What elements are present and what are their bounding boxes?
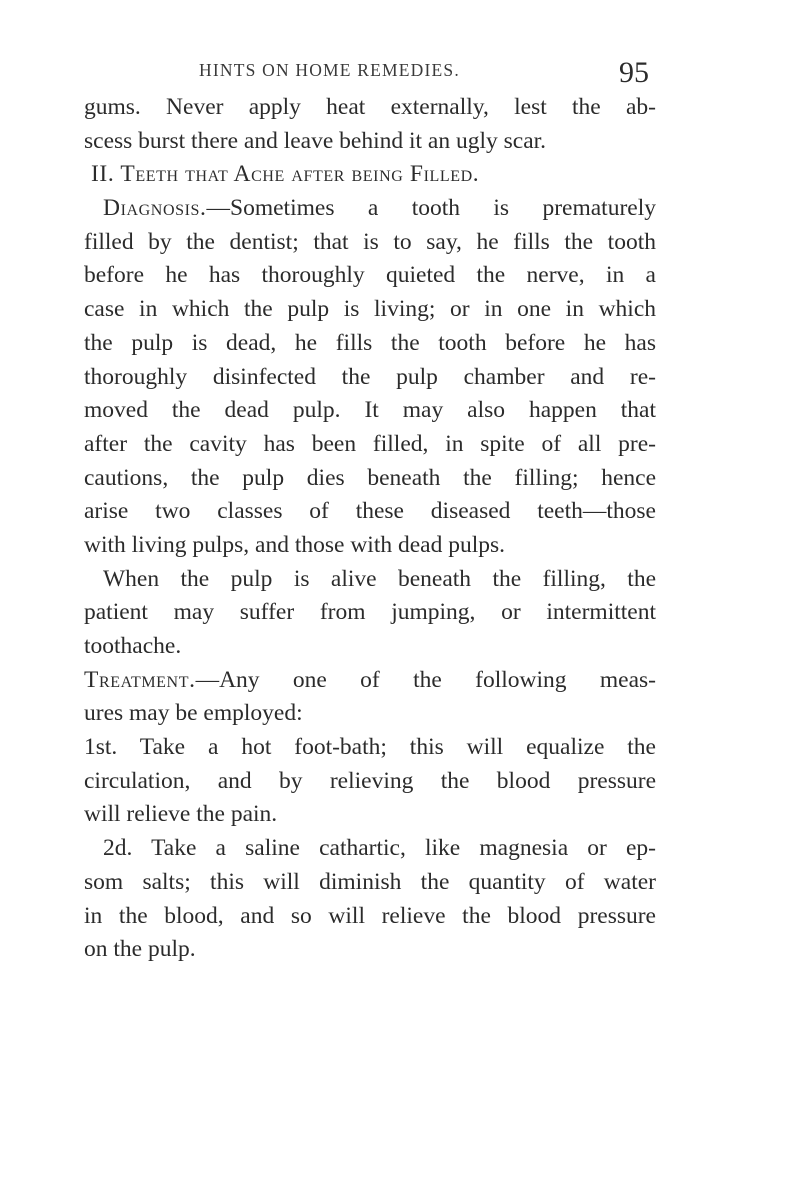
text-line: with living pulps, and those with dead pulps. (84, 531, 506, 558)
text-line: toothache. (84, 633, 182, 659)
text-line (84, 664, 656, 698)
text-line: in the blood, and so will relieve the blood pressure (84, 902, 656, 929)
page-body (84, 91, 656, 967)
text-line: cautions, the pulp dies beneath the filling; hence (84, 464, 656, 491)
text-line: moved the dead pulp. It may also happen that (84, 397, 656, 424)
text-line: gums. Never apply heat externally, lest the ab- (84, 94, 656, 120)
text-line: arise two classes of these diseased teeth—those (84, 498, 656, 525)
text-line: som salts; this will diminish the quantity of water (84, 868, 656, 895)
text-line: 1st. Take a hot foot-bath; this will equalize the (84, 734, 656, 761)
text-line: case in which the pulp is living; or in one in which (84, 296, 656, 323)
text-line: circulation, and by relieving the blood pressure (84, 767, 656, 794)
text-line: will relieve the pain. (84, 801, 278, 828)
text-line: the pulp is dead, he fills the tooth before he has (84, 329, 656, 356)
text-line: scess burst there and leave behind it an ugly scar. (84, 127, 547, 154)
page-number: 95 (619, 56, 649, 89)
section-heading: II. Teeth that Ache after being Filled. (91, 161, 480, 188)
run-in-heading-treatment: Treatment. (84, 666, 196, 693)
text-line: filled by the dentist; that is to say, he fills the tooth (84, 228, 656, 255)
text-line: after the cavity has been filled, in spite of all pre- (84, 430, 656, 457)
text-run: —Sometimes a tooth is prematurely (206, 195, 656, 222)
running-head: HINTS ON HOME REMEDIES. (199, 60, 460, 80)
text-line: patient may suffer from jumping, or intermittent (84, 599, 656, 626)
text-line: ures may be employed: (84, 700, 303, 727)
text-line: before he has thoroughly quieted the nerve, in a (84, 262, 656, 289)
text-run: —Any one of the following meas- (195, 666, 656, 693)
text-line: 2d. Take a saline cathartic, like magnesia or ep- (103, 835, 656, 862)
run-in-heading-diagnosis: Diagnosis. (103, 195, 207, 222)
text-line: on the pulp. (84, 936, 196, 963)
text-line: thoroughly disinfected the pulp chamber and re- (84, 363, 656, 390)
text-line (84, 192, 656, 226)
text-line: When the pulp is alive beneath the filling, the (103, 565, 656, 592)
